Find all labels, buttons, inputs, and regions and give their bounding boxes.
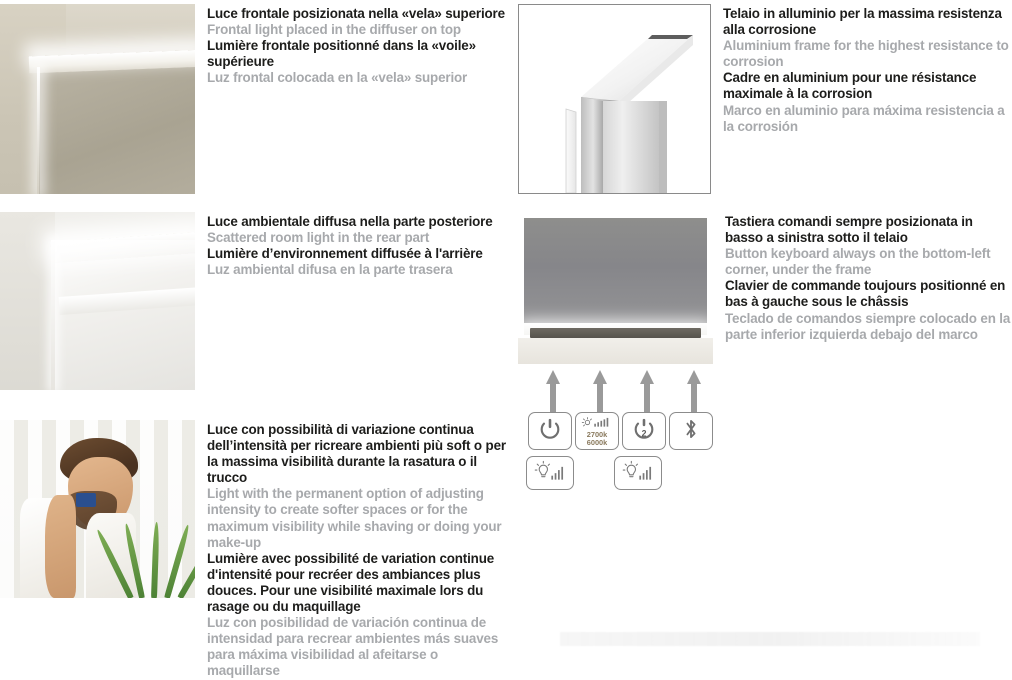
keypad-legend	[518, 412, 718, 492]
caption-line-it: Luce ambientale diffusa nella parte posteriore	[207, 214, 493, 229]
caption-line-en: Aluminium frame for the highest resistance to corrosion	[723, 38, 1009, 70]
bluetooth-icon	[682, 417, 700, 446]
mirror-glass	[39, 67, 195, 194]
caption-line-en: Light with the permanent option of adjusting intensity to create softer spaces or for the maximum visibility while shaving or doing your make-up	[207, 486, 502, 550]
feature-block-ambient-light	[0, 212, 512, 390]
callout-arrow-up-icon	[592, 370, 608, 412]
counter-top	[518, 338, 713, 364]
caption-line-fr: Cadre en aluminium pour une résistance maximale à la corrosion	[723, 70, 977, 102]
caption-line-es: Luz ambiental difusa en la parte trasera	[207, 262, 453, 278]
image-aluminium-frame-profile	[518, 4, 711, 194]
edge-glow	[37, 67, 40, 194]
caption-line-fr: Lumière avec possibilité de variation continue d'intensité pour recréer des ambiances plus douces. Pour une visibilité maximale lors du rasage ou du maquillage	[207, 550, 495, 615]
feature-block-button-keyboard	[518, 212, 1012, 364]
key-bluetooth[interactable]	[669, 412, 713, 450]
caption-line-fr: Lumière frontale positionné dans la «voile» supérieure	[207, 38, 476, 70]
key-dimmer-2[interactable]	[614, 456, 662, 490]
caption-line-en: Frontal light placed in the diffuser on top	[207, 22, 461, 38]
caption-frontal-light	[195, 4, 512, 86]
caption-line-es: Luz frontal colocada en la «vela» superior	[207, 70, 468, 86]
dimmer-icon	[620, 460, 656, 487]
caption-line-fr: Lumière d’environnement diffusée à l'arrière	[207, 246, 483, 262]
caption-line-fr: Clavier de commande toujours positionné en bas à gauche sous le châssis	[725, 278, 1006, 310]
caption-line-it: Tastiera comandi sempre posizionata in basso a sinistra sotto il telaio	[725, 214, 973, 246]
feature-block-frontal-light	[0, 4, 512, 194]
caption-line-it: Telaio in alluminio per la massima resistenza alla corrosione	[723, 6, 1002, 38]
color-temperature-icon	[581, 415, 613, 431]
caption-line-es: Marco en aluminio para máxima resistencia a la corrosión	[723, 102, 1005, 134]
caption-dimmable-light	[195, 420, 512, 680]
caption-aluminium-frame	[711, 4, 1012, 135]
mirror-edge	[51, 240, 55, 390]
color-temperature-low-label: 2700k	[586, 430, 608, 440]
caption-line-it: Luce con possibilità di variazione continua dell’intensità per ricreare ambienti più soft o per la massima visibilità durante la rasatura o il trucco	[207, 422, 506, 486]
image-mirror-ambient-light	[0, 212, 195, 390]
mirror-body	[524, 218, 707, 326]
caption-line-es: Teclado de comandos siempre colocado en la parte inferior izquierda debajo del marco	[725, 310, 1011, 342]
callout-arrow-up-icon	[686, 370, 702, 412]
svg-text:2: 2	[641, 427, 647, 438]
caption-line-it: Luce frontale posizionata nella «vela» superiore	[207, 6, 505, 21]
feature-block-aluminium-frame	[518, 4, 1012, 194]
razor	[76, 493, 96, 507]
mirror-panel	[53, 240, 195, 390]
caption-line-es: Luz con posibilidad de variación continua de intensidad para recrear ambientes más suaves para máxima visibilidad al afeitarse o maquillarse	[207, 615, 499, 679]
frame-profile-drawing	[519, 5, 710, 193]
wall-surface	[0, 212, 55, 390]
power-2-icon	[632, 417, 656, 446]
background-watermark	[560, 632, 980, 646]
key-dimmer-1[interactable]	[526, 456, 574, 490]
key-power-secondary[interactable]	[622, 412, 666, 450]
caption-button-keyboard	[713, 212, 1012, 343]
callout-arrows	[518, 370, 718, 412]
color-temperature-high-label: 6000k	[586, 438, 608, 448]
image-keypad-under-frame	[518, 212, 713, 364]
arm	[45, 495, 76, 598]
key-color-temperature[interactable]	[575, 412, 619, 450]
callout-arrow-up-icon	[545, 370, 561, 412]
caption-ambient-light	[195, 212, 512, 278]
callout-arrow-up-icon	[639, 370, 655, 412]
caption-line-en: Button keyboard always on the bottom-left corner, under the frame	[725, 246, 991, 278]
image-man-shaving	[0, 420, 195, 598]
caption-line-en: Scattered room light in the rear part	[207, 230, 430, 246]
power-icon	[538, 417, 562, 446]
plant	[125, 505, 195, 598]
keypad-bar	[530, 328, 702, 339]
key-power[interactable]	[528, 412, 572, 450]
dimmer-icon	[532, 460, 568, 487]
image-mirror-frontal-light	[0, 4, 195, 194]
feature-block-dimmable-light	[0, 420, 512, 680]
